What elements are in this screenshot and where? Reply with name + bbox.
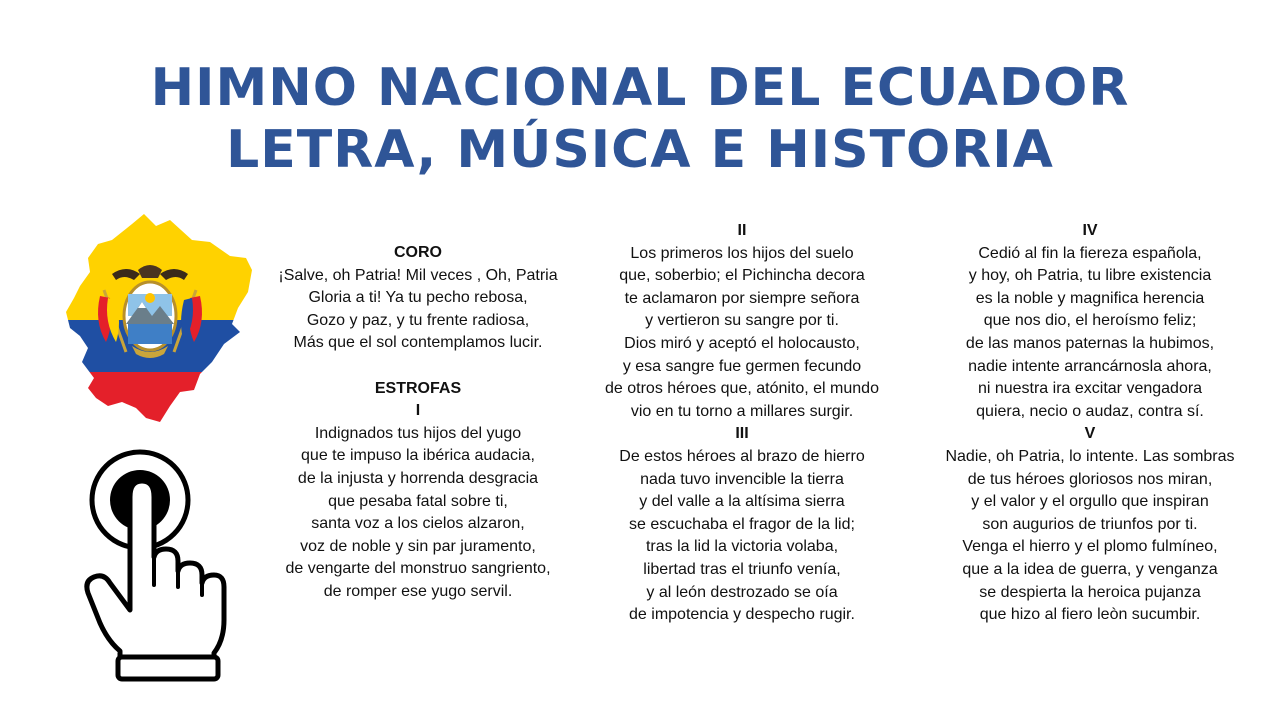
lyric-line: se escuchaba el fragor de la lid; — [629, 515, 855, 533]
stanza-heading-v: V — [1084, 425, 1096, 443]
lyric-line: ni nuestra ira excitar vengadora — [977, 380, 1203, 398]
lyric-line: y al león destrozado se oía — [646, 583, 838, 601]
lyric-line: Nadie, oh Patria, lo intente. Las sombras — [945, 447, 1235, 465]
stanza-heading-i: I — [415, 402, 421, 420]
lyric-line: y esa sangre fue germen fecundo — [622, 357, 862, 375]
section-heading-estrofas: ESTROFAS — [374, 379, 462, 397]
lyric-line: quiera, necio o audaz, contra sí. — [976, 402, 1204, 420]
lyric-line: se despierta la heroica pujanza — [979, 583, 1201, 601]
lyric-line: De estos héroes al brazo de hierro — [619, 447, 865, 465]
lyric-line: Cedió al fin la fiereza española, — [978, 244, 1202, 262]
stanza-heading-iv: IV — [1082, 222, 1098, 239]
lyric-line: santa voz a los cielos alzaron, — [311, 515, 525, 533]
lyrics-column-2 — [582, 220, 902, 627]
lyric-line: Los primeros los hijos del suelo — [630, 244, 854, 262]
lyric-line: de impotencia y despecho rugir. — [629, 606, 855, 624]
page-title-line-1: HIMNO NACIONAL DEL ECUADOR — [150, 58, 1130, 118]
lyric-line: voz de noble y sin par juramento, — [300, 537, 536, 555]
lyric-line: Dios miró y aceptó el holocausto, — [624, 334, 860, 352]
lyric-line: que a la idea de guerra, y venganza — [962, 560, 1218, 578]
lyric-line: Gloria a ti! Ya tu pecho rebosa, — [308, 289, 528, 307]
lyric-line: Indignados tus hijos del yugo — [314, 424, 522, 442]
lyric-line: que hizo al fiero leòn sucumbir. — [979, 606, 1201, 624]
lyric-line: y el valor y el orgullo que inspiran — [971, 493, 1209, 511]
lyric-line: Gozo y paz, y tu frente radiosa, — [306, 311, 530, 329]
lyric-line: que, soberbio; el Pichincha decora — [619, 267, 865, 285]
lyric-line: Más que el sol contemplamos lucir. — [293, 334, 543, 352]
lyric-line: Venga el hierro y el plomo fulmíneo, — [962, 538, 1218, 556]
lyric-line: te aclamaron por siempre señora — [624, 289, 860, 307]
section-heading-coro: CORO — [394, 244, 442, 261]
lyric-line: que te impuso la ibérica audacia, — [301, 447, 535, 465]
lyric-line: ¡Salve, oh Patria! Mil veces , Oh, Patria — [278, 266, 558, 284]
lyric-line: libertad tras el triunfo venía, — [643, 560, 841, 578]
lyric-line: nada tuvo invencible la tierra — [640, 470, 844, 488]
lyric-line: nadie intente arrancárnosla ahora, — [968, 357, 1212, 375]
lyric-line: de romper ese yugo servil. — [323, 582, 513, 600]
lyric-line: y del valle a la altísima sierra — [639, 493, 845, 511]
lyrics-column-1 — [258, 242, 578, 604]
lyric-line: de tus héroes gloriosos nos miran, — [967, 470, 1213, 488]
lyric-line: que pesaba fatal sobre ti, — [328, 492, 508, 510]
lyric-line: vio en tu torno a millares surgir. — [630, 402, 854, 420]
lyric-line: tras la lid la victoria volaba, — [645, 538, 839, 556]
lyric-line: de las manos paternas la hubimos, — [965, 334, 1215, 352]
stanza-heading-ii: II — [737, 222, 747, 239]
lyrics-column-3 — [930, 220, 1250, 627]
flag-red-band — [60, 372, 255, 427]
ecuador-flag-map-icon — [60, 212, 255, 427]
page-title-line-2: LETRA, MÚSICA E HISTORIA — [226, 120, 1054, 180]
lyric-line: es la noble y magnifica herencia — [975, 289, 1205, 307]
spacer — [258, 355, 578, 378]
lyric-line: de la injusta y horrenda desgracia — [297, 469, 539, 487]
stanza-heading-iii: III — [735, 425, 749, 443]
lyric-line: y vertieron su sangre por ti. — [645, 312, 839, 330]
lyric-line: que nos dio, el heroísmo feliz; — [983, 312, 1197, 330]
lyric-line: de otros héroes que, atónito, el mundo — [605, 380, 879, 398]
lyric-line: y hoy, oh Patria, tu libre existencia — [968, 267, 1212, 285]
lyric-line: de vengarte del monstruo sangriento, — [285, 560, 551, 578]
lyric-line: son augurios de triunfos por ti. — [982, 515, 1198, 533]
pointing-hand-icon — [82, 445, 232, 685]
